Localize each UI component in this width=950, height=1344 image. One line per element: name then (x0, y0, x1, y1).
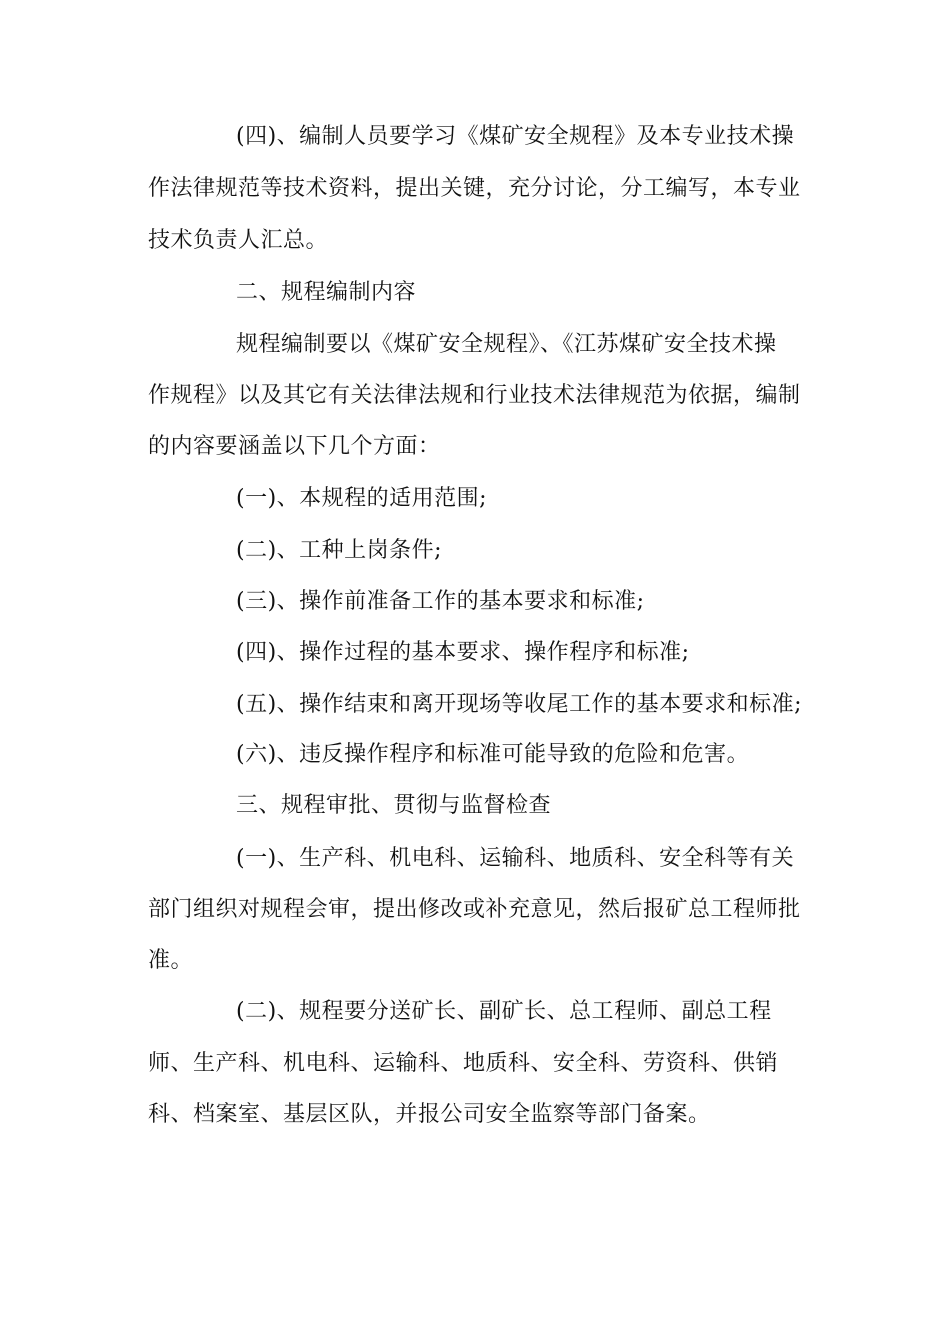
paragraph-line: 部门组织对规程会审，提出修改或补充意见，然后报矿总工程师批 (148, 897, 801, 922)
paragraph-line: 规程编制要以《煤矿安全规程》、《江苏煤矿安全技术操 (236, 332, 777, 357)
list-item: (四)、操作过程的基本要求、操作程序和标准; (236, 640, 690, 665)
list-item: (三)、操作前准备工作的基本要求和标准; (236, 589, 645, 614)
list-item: (六)、违反操作程序和标准可能导致的危险和危害。 (236, 742, 750, 767)
list-item: (一)、本规程的适用范围; (236, 486, 488, 511)
paragraph-line: 准。 (148, 948, 194, 973)
list-item: (二)、工种上岗条件; (236, 538, 443, 563)
paragraph-line: (一)、生产科、机电科、运输科、地质科、安全科等有关 (236, 846, 795, 871)
paragraph-line: (四)、编制人员要学习《煤矿安全规程》及本专业技术操 (236, 124, 795, 149)
paragraph-line: 科、档案室、基层区队，并报公司安全监察等部门备案。 (148, 1102, 711, 1127)
paragraph-line: 师、生产科、机电科、运输科、地质科、安全科、劳资科、供销 (148, 1051, 779, 1076)
list-item: (五)、操作结束和离开现场等收尾工作的基本要求和标准; (236, 692, 803, 717)
paragraph-line: 作规程》以及其它有关法律法规和行业技术法律规范为依据，编制 (148, 383, 801, 408)
section-heading: 二、规程编制内容 (236, 280, 417, 305)
paragraph-line: 技术负责人汇总。 (148, 228, 329, 253)
paragraph-line: 作法律规范等技术资料，提出关键，充分讨论，分工编写，本专业 (148, 176, 801, 201)
paragraph-line: 的内容要涵盖以下几个方面： (148, 434, 441, 459)
paragraph-line: (二)、规程要分送矿长、副矿长、总工程师、副总工程 (236, 999, 772, 1024)
section-heading: 三、规程审批、贯彻与监督检查 (236, 793, 552, 818)
